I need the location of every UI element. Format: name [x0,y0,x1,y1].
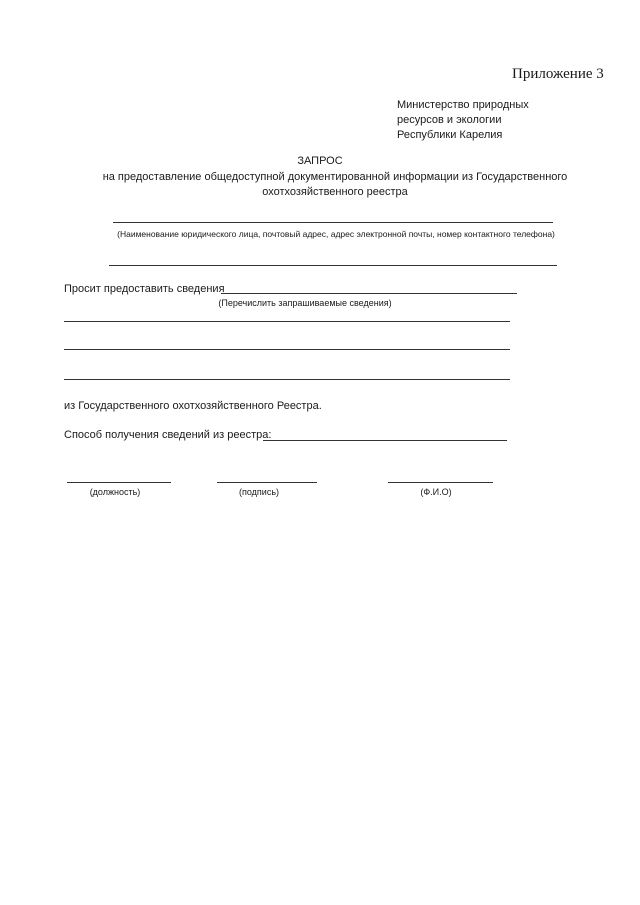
document-subtitle [100,170,570,200]
addressee-block [397,98,529,143]
name-caption: (Ф.И.О) [420,487,452,497]
method-fill-line[interactable] [263,440,507,441]
document-title: ЗАПРОС [297,155,343,167]
registry-text: из Государственного охотхозяйственного Реестра. [64,400,322,412]
addressee-line-1: Министерство природных [397,99,529,111]
request-fill-line-4[interactable] [64,379,510,380]
appendix-label: Приложение 3 [512,66,604,82]
addressee-line-3: Республики Карелия [397,129,503,141]
applicant-caption: (Наименование юридического лица, почтовый адрес, адрес электронной почты, номер контактного телефона) [117,229,555,239]
signature-fill-line[interactable] [217,482,317,483]
applicant-fill-line-2[interactable] [109,265,557,266]
subtitle-line-1: на предоставление общедоступной документированной информации из Государственного [102,171,568,183]
request-fill-line[interactable] [221,293,517,294]
position-fill-line[interactable] [67,482,171,483]
method-label: Способ получения сведений из реестра: [64,429,272,441]
request-caption: (Перечислить запрашиваемые сведения) [218,298,392,308]
request-fill-line-3[interactable] [64,349,510,350]
request-label: Просит предоставить сведения [64,283,225,295]
request-fill-line-2[interactable] [64,321,510,322]
name-fill-line[interactable] [388,482,493,483]
addressee-line-2: ресурсов и экологии [397,114,502,126]
signature-caption: (подпись) [238,487,280,497]
subtitle-line-2: охотхозяйственного реестра [262,186,408,198]
applicant-fill-line[interactable] [113,222,553,223]
position-caption: (должность) [89,487,141,497]
